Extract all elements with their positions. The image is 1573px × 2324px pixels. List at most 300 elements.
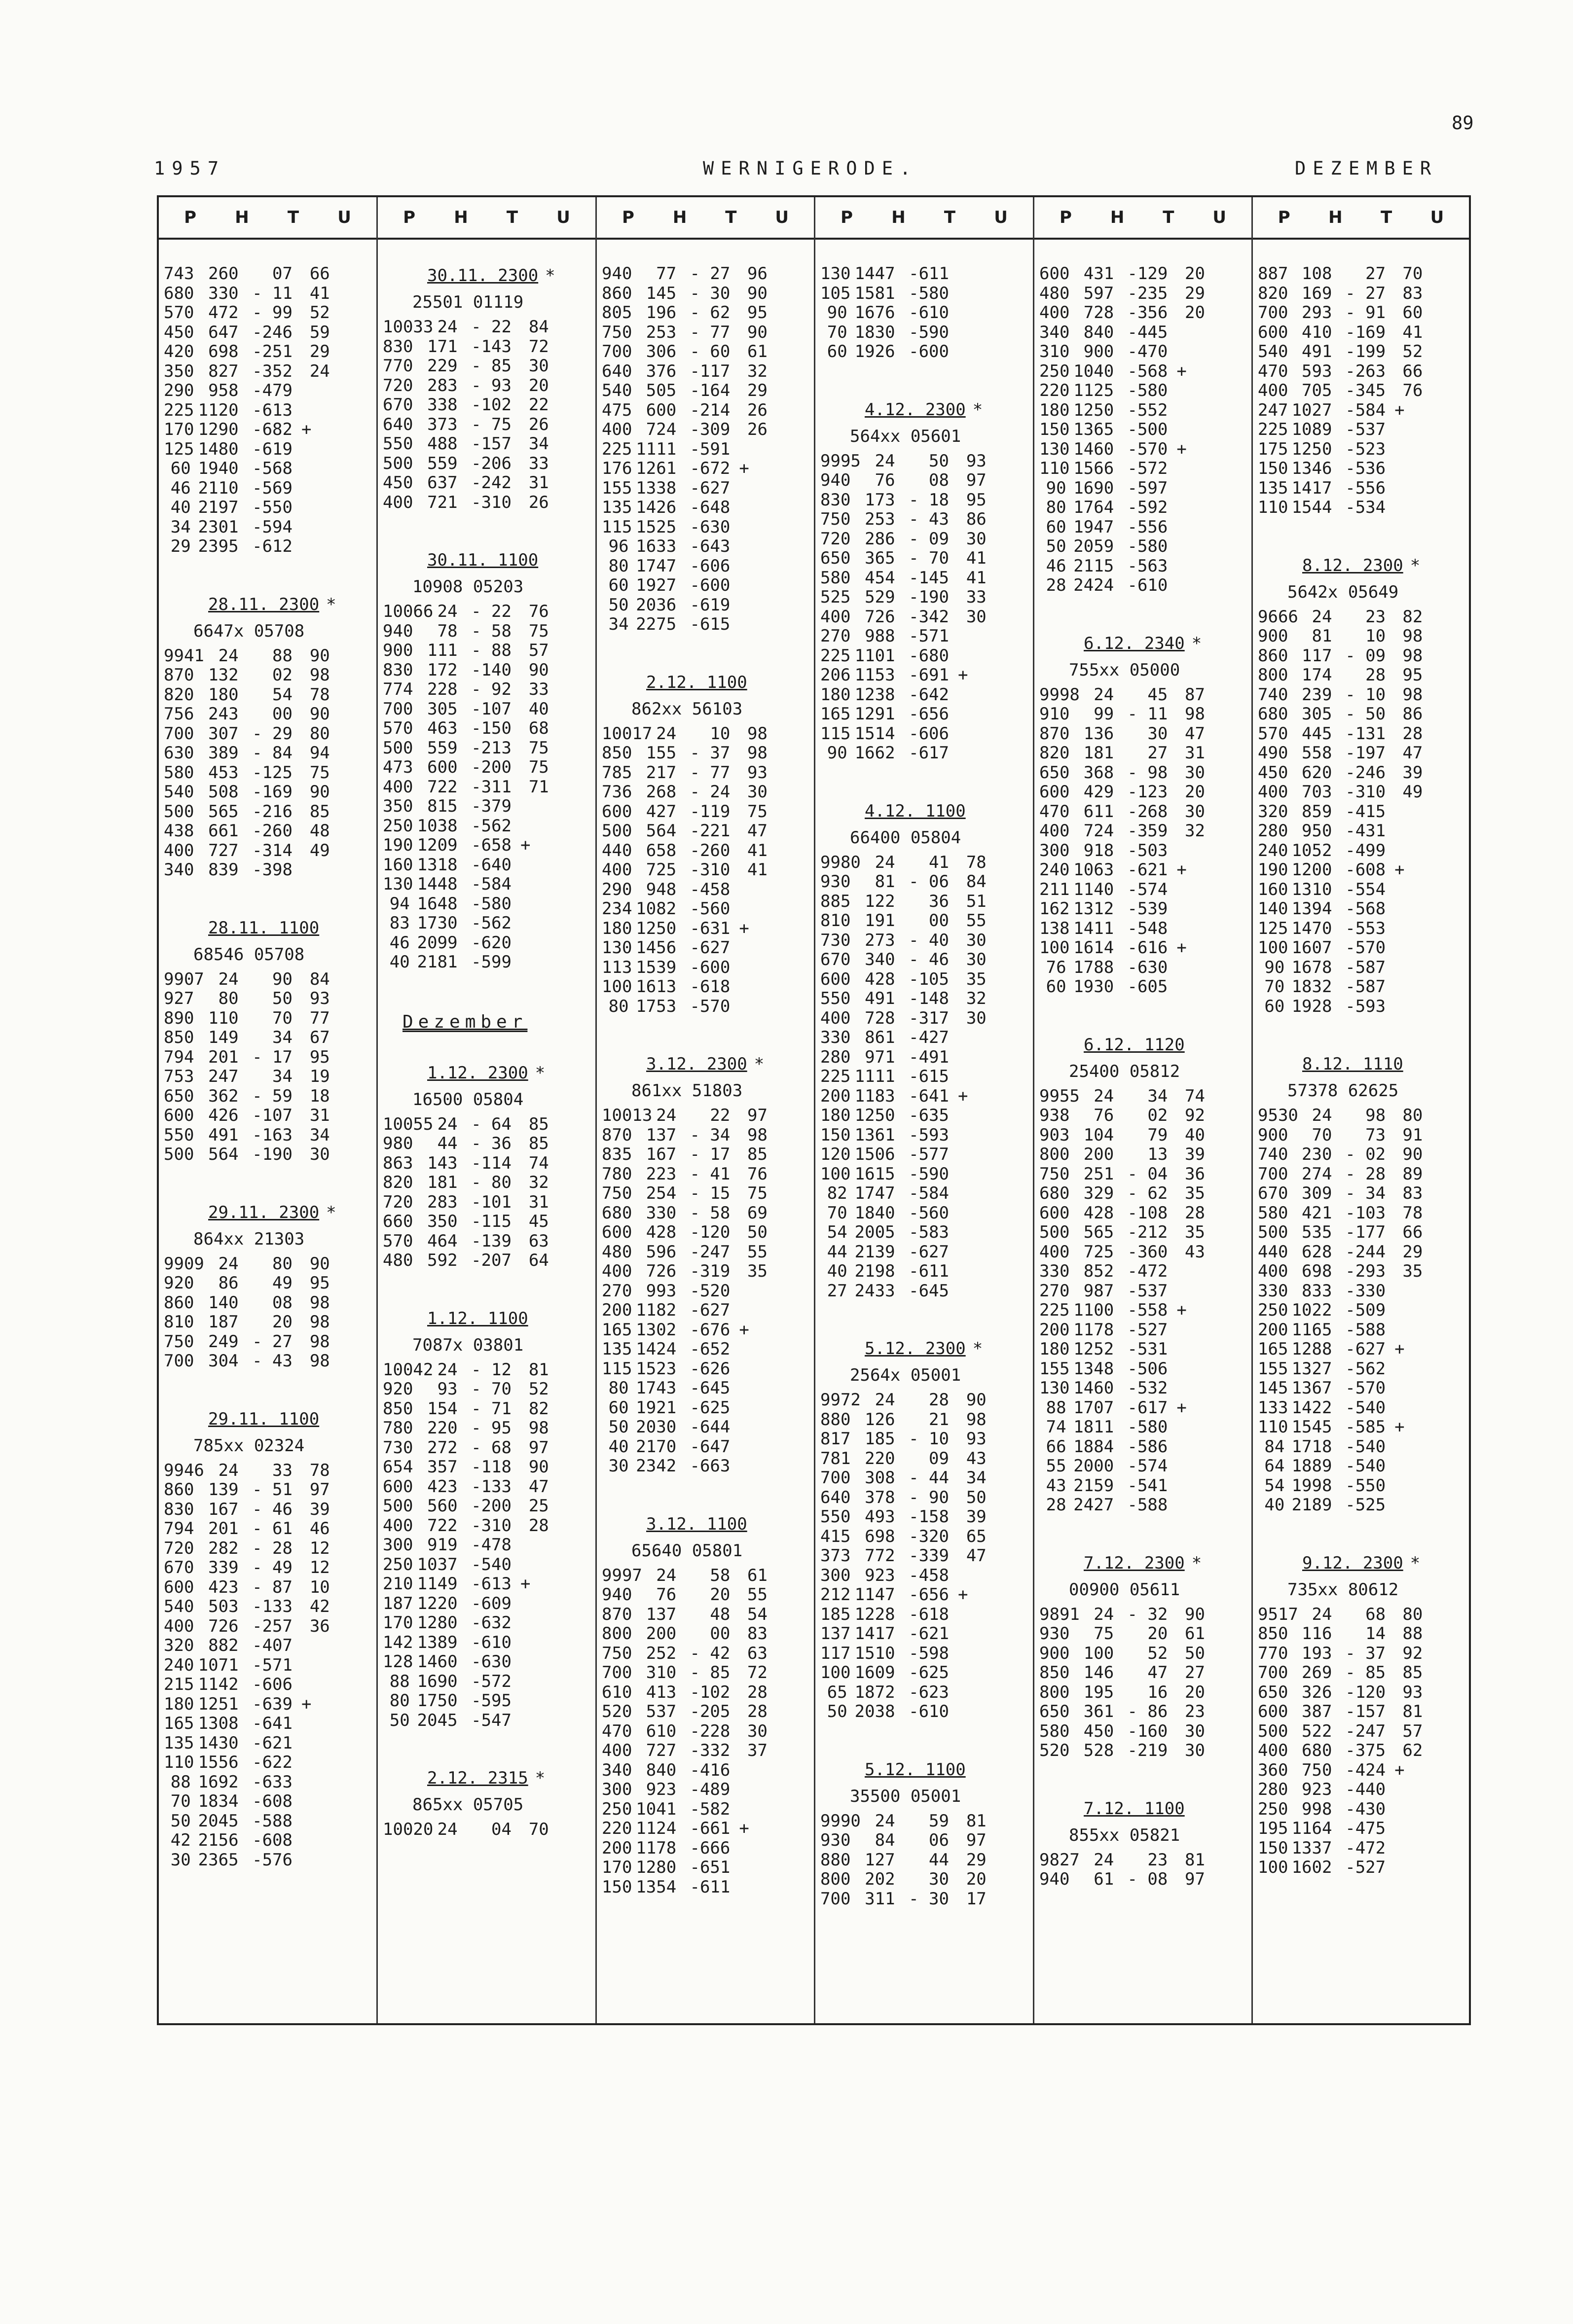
cell: 724 bbox=[1083, 821, 1114, 841]
cell: 1614 bbox=[1073, 938, 1114, 958]
cell: 400 bbox=[1039, 1242, 1070, 1262]
data-row bbox=[1039, 860, 1246, 880]
cell: - 09 bbox=[909, 529, 949, 549]
data-row bbox=[820, 1683, 1028, 1703]
cell: 597 bbox=[1083, 283, 1114, 303]
cell: -611 bbox=[690, 1877, 731, 1897]
cell: 225 bbox=[1258, 420, 1288, 439]
cell bbox=[730, 899, 768, 919]
data-row bbox=[164, 666, 371, 685]
data-row bbox=[383, 817, 590, 836]
cell: 1125 bbox=[1073, 381, 1114, 400]
cell: 24 bbox=[1094, 1086, 1114, 1106]
cell: 736 bbox=[602, 782, 632, 802]
data-row bbox=[164, 1145, 371, 1165]
cell: 44 bbox=[827, 1242, 847, 1262]
data-row bbox=[164, 705, 371, 724]
cell: -580 bbox=[1127, 1417, 1168, 1437]
cell: 90 bbox=[747, 322, 768, 342]
data-row bbox=[820, 1048, 1028, 1068]
cell: 90 bbox=[272, 969, 293, 989]
cell: 90 bbox=[1046, 478, 1066, 498]
cell bbox=[730, 1761, 768, 1781]
cell: 52 bbox=[309, 303, 330, 322]
cell: 260 bbox=[208, 264, 239, 284]
cell: 30 bbox=[747, 782, 768, 802]
data-row bbox=[383, 1458, 590, 1477]
cell: 273 bbox=[865, 930, 895, 950]
data-row bbox=[164, 1792, 371, 1812]
data-row bbox=[383, 758, 590, 778]
sounding-datetime: 5.12. 1100 bbox=[865, 1759, 966, 1780]
cell: 830 bbox=[164, 1499, 194, 1519]
cell: 570 bbox=[383, 718, 413, 738]
cell: 52 bbox=[1402, 342, 1423, 361]
cell: 283 bbox=[427, 375, 458, 395]
data-row bbox=[820, 1223, 1028, 1243]
cell: 940 bbox=[602, 264, 632, 284]
cell: 98 bbox=[747, 723, 768, 744]
data-row bbox=[820, 323, 1028, 343]
cell: 31 bbox=[528, 1192, 549, 1212]
cell: 470 bbox=[1258, 361, 1288, 381]
group-gap bbox=[602, 635, 809, 671]
data-row bbox=[602, 841, 809, 861]
cell: 98 bbox=[1402, 626, 1423, 646]
cell: 200 bbox=[1039, 1320, 1070, 1340]
cell: 211 bbox=[1039, 879, 1070, 899]
data-row bbox=[1039, 420, 1246, 440]
column-label: T bbox=[1163, 208, 1174, 227]
cell: -619 bbox=[690, 595, 731, 615]
cell: 195 bbox=[1258, 1819, 1288, 1838]
data-row bbox=[1258, 685, 1464, 705]
cell: -626 bbox=[690, 1359, 731, 1379]
cell: 1676 bbox=[854, 303, 895, 322]
cell: -616 bbox=[1127, 938, 1168, 958]
cell bbox=[730, 1282, 768, 1301]
cell: 300 bbox=[383, 1535, 413, 1555]
cell: 85 bbox=[528, 1114, 549, 1134]
data-row bbox=[1258, 1126, 1464, 1145]
cell: 373 bbox=[820, 1546, 851, 1566]
cell: 1998 bbox=[1291, 1475, 1332, 1496]
data-row bbox=[164, 763, 371, 783]
cell: -562 bbox=[1345, 1359, 1386, 1379]
data-row bbox=[164, 1028, 371, 1048]
cell: - 58 bbox=[690, 1203, 731, 1223]
data-row bbox=[1039, 576, 1246, 596]
cell: 661 bbox=[208, 821, 239, 841]
data-row bbox=[164, 1500, 371, 1520]
cell: -540 bbox=[1345, 1436, 1386, 1457]
data-row bbox=[383, 836, 590, 856]
cell: -317 bbox=[909, 1008, 949, 1028]
cell: 254 bbox=[646, 1183, 677, 1203]
cell: 400 bbox=[1039, 303, 1070, 322]
cell: 70 bbox=[827, 322, 847, 342]
data-row bbox=[383, 415, 590, 435]
data-row bbox=[820, 1165, 1028, 1184]
sounding-code: 25501 01119 bbox=[412, 292, 524, 312]
cell: 1071 bbox=[198, 1655, 239, 1675]
cell: 32 bbox=[966, 989, 987, 1008]
cell: 43 bbox=[1046, 1475, 1066, 1496]
cell: 750 bbox=[602, 1643, 632, 1663]
data-row bbox=[1258, 1702, 1464, 1722]
cell: 491 bbox=[865, 989, 895, 1008]
cell: 75 bbox=[528, 757, 549, 777]
sounding-datetime: 8.12. 1110 bbox=[1302, 1054, 1403, 1074]
cell: -523 bbox=[1345, 439, 1386, 459]
cell bbox=[512, 914, 549, 933]
cell: 490 bbox=[1258, 743, 1288, 763]
data-row bbox=[1039, 381, 1246, 401]
cell: 1884 bbox=[1073, 1436, 1114, 1457]
column-body bbox=[597, 240, 814, 1897]
cell bbox=[730, 1878, 768, 1897]
data-row bbox=[820, 685, 1028, 705]
cell: 1510 bbox=[854, 1643, 895, 1663]
cell: 1889 bbox=[1291, 1456, 1332, 1476]
cell: 774 bbox=[383, 679, 413, 699]
cell: 1338 bbox=[636, 478, 677, 498]
cell bbox=[1168, 1321, 1205, 1340]
cell: -656 bbox=[909, 1585, 949, 1605]
data-row bbox=[1039, 822, 1246, 841]
data-row bbox=[820, 1851, 1028, 1870]
cell: 128 bbox=[383, 1652, 413, 1672]
cell: 500 bbox=[1039, 1222, 1070, 1242]
cell: 1183 bbox=[854, 1086, 895, 1106]
cell bbox=[1386, 1839, 1423, 1859]
cell: 170 bbox=[164, 420, 194, 439]
sounding-code: 5642x 05649 bbox=[1287, 582, 1399, 602]
cell: -228 bbox=[690, 1721, 731, 1741]
month-heading: Dezember bbox=[402, 1011, 528, 1032]
data-row bbox=[820, 1204, 1028, 1223]
sounding-datetime: 30.11. 1100 bbox=[427, 550, 539, 570]
data-row bbox=[602, 440, 809, 460]
cell: 20 bbox=[1185, 1682, 1205, 1702]
cell: 835 bbox=[602, 1144, 632, 1164]
cell: 04 bbox=[491, 1820, 512, 1839]
cell bbox=[949, 1683, 987, 1703]
cell: 81 bbox=[966, 1811, 987, 1831]
data-row bbox=[1258, 1839, 1464, 1859]
cell: -212 bbox=[1127, 1222, 1168, 1242]
data-row bbox=[820, 1831, 1028, 1851]
cell: 9909 bbox=[164, 1253, 204, 1274]
sounding-star: * bbox=[1191, 633, 1202, 653]
cell: 165 bbox=[1258, 1339, 1288, 1359]
cell: 1252 bbox=[1073, 1339, 1114, 1359]
cell: 150 bbox=[602, 1877, 632, 1897]
cell: -552 bbox=[1127, 400, 1168, 420]
data-row bbox=[820, 264, 1028, 284]
cell: 1947 bbox=[1073, 517, 1114, 537]
cell: - 88 bbox=[471, 641, 512, 660]
cell: -539 bbox=[1127, 899, 1168, 919]
cell: 357 bbox=[427, 1457, 458, 1477]
data-row bbox=[1258, 627, 1464, 646]
cell: 491 bbox=[208, 1125, 239, 1145]
data-row bbox=[820, 1624, 1028, 1644]
cell: 180 bbox=[820, 1106, 851, 1125]
cell: 300 bbox=[602, 1780, 632, 1799]
cell: 72 bbox=[528, 336, 549, 357]
cell: 138 bbox=[1039, 918, 1070, 938]
cell: -309 bbox=[690, 420, 731, 439]
data-row bbox=[383, 622, 590, 642]
cell: 611 bbox=[1083, 801, 1114, 822]
cell: 78 bbox=[1402, 1203, 1423, 1223]
data-row bbox=[1258, 1321, 1464, 1340]
cell: 2159 bbox=[1073, 1475, 1114, 1496]
cell: 24 bbox=[875, 1390, 895, 1410]
cell: 225 bbox=[820, 645, 851, 666]
cell: 55 bbox=[1046, 1456, 1066, 1476]
cell: -622 bbox=[252, 1752, 293, 1772]
cell: -506 bbox=[1127, 1359, 1168, 1379]
cell: 80 bbox=[608, 1378, 629, 1398]
cell: 165 bbox=[820, 704, 851, 724]
cell: -643 bbox=[690, 536, 731, 556]
cell: 420 bbox=[164, 342, 194, 361]
sounding-group bbox=[1039, 1761, 1246, 1890]
cell: 721 bbox=[427, 492, 458, 512]
cell: -633 bbox=[252, 1772, 293, 1792]
cell: 350 bbox=[427, 1212, 458, 1231]
cell: -133 bbox=[252, 1597, 293, 1616]
data-row bbox=[602, 860, 809, 880]
sounding-group bbox=[164, 557, 371, 880]
cell: 54 bbox=[827, 1222, 847, 1242]
cell: -131 bbox=[1345, 723, 1386, 744]
cell bbox=[730, 1379, 768, 1398]
sounding-group bbox=[383, 1062, 590, 1271]
data-row bbox=[1258, 880, 1464, 900]
cell: 1280 bbox=[636, 1858, 677, 1877]
cell: -332 bbox=[690, 1741, 731, 1760]
cell: 136 bbox=[1083, 723, 1114, 744]
cell: 339 bbox=[208, 1558, 239, 1577]
cell: 20 bbox=[528, 375, 549, 395]
cell: 55 bbox=[747, 1242, 768, 1262]
sounding-title bbox=[1039, 1034, 1246, 1056]
cell: -102 bbox=[471, 395, 512, 415]
cell: -534 bbox=[1345, 498, 1386, 517]
data-row bbox=[820, 950, 1028, 970]
cell: 142 bbox=[383, 1632, 413, 1652]
cell: 126 bbox=[865, 1409, 895, 1430]
sounding-group bbox=[602, 635, 809, 1017]
cell: 80 bbox=[218, 989, 239, 1008]
cell: 400 bbox=[602, 1261, 632, 1281]
cell: - 86 bbox=[1127, 1702, 1168, 1721]
cell: 180 bbox=[602, 918, 632, 938]
cell bbox=[730, 958, 768, 978]
data-row bbox=[164, 1087, 371, 1107]
cell: 306 bbox=[646, 342, 677, 361]
cell: 535 bbox=[1302, 1222, 1332, 1242]
cell: 210 bbox=[383, 1574, 413, 1594]
cell: 115 bbox=[602, 517, 632, 537]
cell bbox=[730, 518, 768, 537]
cell: 240 bbox=[1258, 840, 1288, 860]
cell: 155 bbox=[602, 478, 632, 498]
cell: 13 bbox=[1147, 1144, 1168, 1164]
cell: 40 bbox=[389, 952, 410, 972]
cell: 19 bbox=[309, 1067, 330, 1086]
cell: 45 bbox=[528, 1212, 549, 1231]
cell: 463 bbox=[427, 718, 458, 738]
cell: 428 bbox=[646, 1222, 677, 1242]
cell: 9530 bbox=[1258, 1106, 1298, 1125]
cell: 1607 bbox=[1291, 938, 1332, 958]
cell: 20 bbox=[710, 1585, 731, 1605]
data-row bbox=[602, 1819, 809, 1839]
data-row bbox=[1258, 1722, 1464, 1742]
cell: 133 bbox=[1258, 1397, 1288, 1418]
cell: -247 bbox=[690, 1242, 731, 1262]
cell: 39 bbox=[309, 1499, 330, 1519]
data-row bbox=[164, 989, 371, 1009]
cell: 24 bbox=[218, 1253, 239, 1274]
data-row bbox=[383, 1574, 590, 1594]
cell: 34 bbox=[608, 614, 629, 634]
data-row bbox=[1258, 1145, 1464, 1165]
cell: 25 bbox=[528, 1496, 549, 1516]
cell: - 22 bbox=[471, 317, 512, 337]
cell bbox=[1168, 459, 1205, 479]
cell: 700 bbox=[1258, 303, 1288, 322]
cell: 1037 bbox=[417, 1554, 458, 1574]
cell: 340 bbox=[1039, 322, 1070, 342]
data-row bbox=[602, 1878, 809, 1897]
cell: 97 bbox=[528, 1437, 549, 1458]
cell: 1539 bbox=[636, 957, 677, 977]
data-row bbox=[1258, 1644, 1464, 1664]
cell: -163 bbox=[252, 1125, 293, 1145]
cell: 220 bbox=[602, 1819, 632, 1838]
sounding-title bbox=[164, 917, 371, 939]
cell: 376 bbox=[646, 361, 677, 381]
data-row bbox=[164, 362, 371, 382]
data-row bbox=[602, 1243, 809, 1262]
cell: 24 bbox=[875, 1811, 895, 1831]
cell bbox=[293, 1773, 330, 1792]
cell: 75 bbox=[1094, 1624, 1114, 1644]
cell: -600 bbox=[690, 957, 731, 977]
data-row bbox=[820, 970, 1028, 990]
sounding-group bbox=[602, 264, 809, 635]
cell: 730 bbox=[820, 930, 851, 950]
cell: 863 bbox=[383, 1153, 413, 1173]
cell: 78 bbox=[437, 621, 458, 641]
cell: 84 bbox=[1264, 1436, 1285, 1457]
cell: - 70 bbox=[909, 548, 949, 568]
cell: 23 bbox=[1147, 1850, 1168, 1870]
cell: 500 bbox=[164, 801, 194, 822]
cell: -597 bbox=[1127, 478, 1168, 498]
cell: 1389 bbox=[417, 1632, 458, 1652]
sounding-code: 755xx 05000 bbox=[1069, 660, 1180, 680]
cell: 428 bbox=[865, 969, 895, 989]
cell: 135 bbox=[164, 1733, 194, 1753]
cell: 628 bbox=[1302, 1242, 1332, 1262]
cell: 10020 bbox=[383, 1820, 434, 1839]
cell: -570 bbox=[1345, 938, 1386, 958]
cell: 378 bbox=[865, 1487, 895, 1507]
cell: 1921 bbox=[636, 1397, 677, 1418]
cell: 270 bbox=[820, 626, 851, 646]
cell: 1832 bbox=[1291, 977, 1332, 997]
cell: 24 bbox=[218, 969, 239, 989]
cell: -672 bbox=[690, 459, 731, 478]
cell: 71 bbox=[528, 777, 549, 797]
cell: - 99 bbox=[252, 303, 293, 322]
cell bbox=[1168, 401, 1205, 421]
cell: - 87 bbox=[252, 1577, 293, 1597]
cell: - 06 bbox=[909, 872, 949, 892]
cell: 2424 bbox=[1073, 575, 1114, 595]
cell bbox=[512, 894, 549, 914]
cell bbox=[1386, 479, 1423, 499]
cell: 540 bbox=[1258, 342, 1288, 361]
cell: 640 bbox=[383, 414, 413, 434]
cell: 92 bbox=[1402, 1643, 1423, 1663]
data-row bbox=[164, 822, 371, 841]
cell: -627 bbox=[909, 1242, 949, 1262]
column-label: U bbox=[337, 208, 351, 227]
cell: 170 bbox=[383, 1613, 413, 1633]
cell bbox=[293, 1734, 330, 1753]
cell: - 85 bbox=[690, 1663, 731, 1682]
cell: 1730 bbox=[417, 913, 458, 933]
cell bbox=[1386, 977, 1423, 997]
sounding-star: * bbox=[326, 594, 336, 614]
cell bbox=[949, 1282, 987, 1301]
cell: 28 bbox=[1402, 723, 1423, 744]
column-label: H bbox=[891, 208, 906, 227]
cell: 900 bbox=[383, 641, 413, 660]
cell: 1448 bbox=[417, 874, 458, 894]
group-gap bbox=[383, 512, 590, 549]
sounding-title bbox=[1258, 1552, 1464, 1574]
cell: -205 bbox=[690, 1702, 731, 1721]
data-row bbox=[1258, 705, 1464, 724]
cell: 46 bbox=[1046, 556, 1066, 576]
data-row bbox=[1039, 323, 1246, 343]
cell: 860 bbox=[602, 283, 632, 303]
cell: 840 bbox=[646, 1760, 677, 1780]
sounding-datetime: 29.11. 1100 bbox=[208, 1409, 320, 1429]
data-row bbox=[820, 1410, 1028, 1430]
cell bbox=[293, 1714, 330, 1734]
cell: 50 bbox=[966, 1487, 987, 1507]
cell: 9941 bbox=[164, 645, 204, 666]
cell: -599 bbox=[471, 952, 512, 972]
data-row bbox=[164, 1293, 371, 1313]
cell: 1280 bbox=[417, 1613, 458, 1633]
data-row bbox=[1258, 498, 1464, 518]
data-row bbox=[383, 1477, 590, 1497]
cell: 600 bbox=[602, 1222, 632, 1242]
cell: 805 bbox=[602, 303, 632, 322]
cell: 35 bbox=[1185, 1183, 1205, 1203]
cell: 2197 bbox=[198, 498, 239, 517]
